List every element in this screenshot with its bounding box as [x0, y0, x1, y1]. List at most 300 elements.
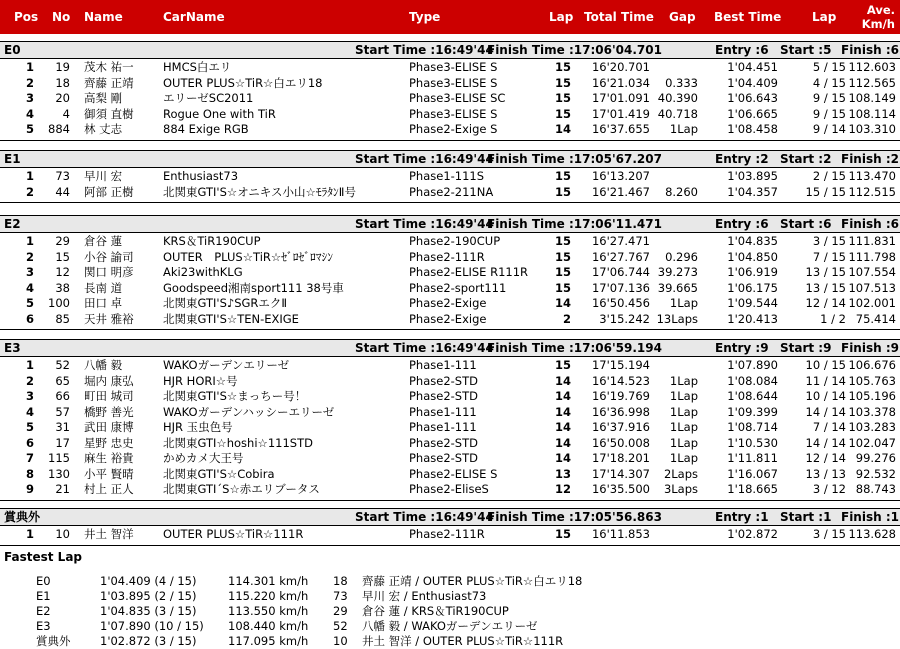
cell-no: 65	[55, 373, 70, 388]
group-finish: Finish Time :17:05'67.207	[487, 152, 662, 166]
cell-best: 1'20.413	[727, 311, 778, 326]
cell-bl: 7 / 14	[812, 420, 846, 434]
cell-name: 早川 宏	[84, 169, 123, 183]
cell-gap: 1Lap	[669, 122, 698, 136]
cell-total: 16'21.467	[591, 184, 650, 199]
group-entry: Entry :6	[715, 217, 769, 231]
col-type: Type	[409, 10, 441, 24]
cell-total: 17'18.201	[591, 451, 650, 465]
table-row	[0, 234, 900, 249]
cell-name: 井土 智洋	[84, 527, 134, 541]
cell-best: 1'06.643	[727, 91, 778, 105]
fastest-time: 1'02.872 (3 / 15)	[100, 634, 197, 648]
cell-bl: 10 / 15	[805, 358, 846, 372]
col-ave-unit: Km/h	[861, 17, 895, 31]
cell-bl: 9 / 15	[812, 106, 846, 121]
table-row	[0, 451, 900, 466]
group-finish: Finish Time :17:06'11.471	[487, 217, 662, 231]
cell-pos: 3	[25, 91, 34, 105]
cell-total: 17'14.307	[591, 466, 650, 481]
cell-name: 茂木 祐一	[84, 60, 134, 74]
cell-type: Phase2-STD	[409, 435, 478, 450]
cell-lap: 14	[554, 373, 571, 388]
group-startc: Start :5	[780, 43, 832, 57]
cell-total: 17'07.136	[591, 280, 650, 295]
group-id: E0	[4, 43, 21, 57]
cell-car: HJR HORI☆号	[163, 373, 238, 388]
cell-ave: 113.628	[848, 527, 896, 541]
group-divider	[0, 329, 900, 330]
cell-gap: 1Lap	[669, 435, 698, 450]
cell-car: Goodspeed湘南sport111 38号車	[163, 280, 344, 295]
cell-total: 16'13.207	[591, 169, 650, 183]
fastest-no: 10	[333, 634, 348, 648]
cell-no: 38	[55, 280, 70, 295]
cell-bl: 12 / 14	[805, 296, 846, 310]
col-name: Name	[84, 10, 123, 24]
cell-bl: 11 / 14	[805, 373, 846, 388]
cell-type: Phase2-111R	[409, 249, 485, 264]
cell-no: 20	[55, 91, 70, 105]
cell-lap: 2	[562, 311, 571, 326]
cell-lap: 14	[554, 389, 571, 403]
cell-pos: 8	[25, 466, 34, 481]
group-finishc: Finish :1	[841, 510, 899, 524]
group-startc: Start :2	[780, 152, 832, 166]
group-start: Start Time :16:49'44	[355, 217, 494, 231]
cell-type: Phase2-STD	[409, 451, 478, 465]
cell-no: 31	[55, 420, 70, 434]
cell-car: 北関東GTI'S☆まっちー号！	[163, 389, 307, 403]
fastest-no: 52	[333, 619, 348, 633]
table-row	[0, 312, 900, 327]
cell-type: Phase3-ELISE S	[409, 60, 498, 74]
group-header	[0, 215, 900, 233]
fastest-who: 井土 智洋 / OUTER PLUS☆TiR☆111R	[362, 634, 564, 648]
cell-car: Enthusiast73	[163, 169, 239, 183]
col-ave-label: Ave.	[866, 3, 895, 17]
cell-name: 倉谷 蓮	[84, 234, 123, 248]
cell-total: 16'37.916	[591, 420, 650, 434]
cell-pos: 1	[25, 358, 34, 372]
col-carname: CarName	[163, 10, 225, 24]
group-finishc: Finish :6	[841, 217, 899, 231]
cell-lap: 15	[554, 358, 571, 372]
cell-car: OUTER PLUS☆TiR☆白エリ18	[163, 75, 323, 90]
cell-lap: 15	[554, 169, 571, 183]
table-row	[0, 527, 900, 542]
cell-car: Rogue One with TiR	[163, 106, 276, 121]
group-header	[0, 41, 900, 59]
cell-gap: 1Lap	[669, 420, 698, 434]
cell-no: 130	[48, 466, 70, 481]
fastest-time: 1'03.895 (2 / 15)	[100, 589, 197, 603]
cell-pos: 9	[25, 482, 34, 496]
cell-bl: 5 / 15	[812, 60, 846, 74]
cell-no: 52	[55, 358, 70, 372]
cell-lap: 14	[554, 404, 571, 419]
group-divider	[0, 140, 900, 141]
group-divider	[0, 202, 900, 203]
cell-name: 田口 卓	[84, 296, 123, 310]
cell-total: 17'15.194	[591, 358, 650, 372]
cell-pos: 2	[25, 75, 34, 90]
cell-type: Phase2-Exige S	[409, 122, 498, 136]
cell-name: 八幡 毅	[84, 358, 123, 372]
cell-pos: 1	[25, 169, 34, 183]
cell-car: 北関東GTI'S☆TEN-EXIGE	[163, 311, 299, 326]
cell-name: 長南 道	[84, 280, 123, 295]
group-id: 賞典外	[4, 510, 41, 524]
cell-best: 1'08.084	[727, 373, 778, 388]
cell-ave: 112.603	[848, 60, 896, 74]
cell-no: 73	[55, 169, 70, 183]
cell-type: Phase1-111	[409, 404, 477, 419]
cell-car: OUTER PLUS☆TiR☆111R	[163, 527, 304, 541]
cell-gap: 40.390	[657, 91, 698, 105]
cell-ave: 107.554	[848, 265, 896, 279]
cell-total: 16'36.998	[591, 404, 650, 419]
fastest-lap-row	[0, 634, 900, 649]
group-finishc: Finish :9	[841, 341, 899, 355]
cell-ave: 75.414	[855, 311, 896, 326]
cell-car: HMCS白エリ	[163, 60, 232, 74]
cell-no: 21	[55, 482, 70, 496]
cell-car: 北関東GTI'S☆Cobira	[163, 466, 275, 481]
fastest-lap-title: Fastest Lap	[4, 550, 82, 564]
group-startc: Start :1	[780, 510, 832, 524]
cell-best: 1'04.835	[727, 234, 778, 248]
table-row	[0, 122, 900, 137]
cell-best: 1'16.067	[727, 466, 778, 481]
cell-ave: 102.001	[848, 296, 896, 310]
col-no: No	[52, 10, 71, 24]
cell-car: エリーゼSC2011	[163, 91, 254, 105]
cell-lap: 14	[554, 420, 571, 434]
cell-best: 1'18.665	[727, 482, 778, 496]
cell-type: Phase1-111S	[409, 169, 485, 183]
col-ave	[852, 3, 895, 37]
cell-no: 66	[55, 389, 70, 403]
table-row	[0, 281, 900, 296]
group-finish: Finish Time :17:06'59.194	[487, 341, 662, 355]
cell-lap: 15	[554, 91, 571, 105]
cell-lap: 13	[554, 466, 571, 481]
cell-pos: 6	[25, 311, 34, 326]
cell-no: 19	[55, 60, 70, 74]
cell-car: WAKOガーデンエリーゼ	[163, 358, 290, 372]
group-finishc: Finish :6	[841, 43, 899, 57]
group-finishc: Finish :2	[841, 152, 899, 166]
col-gap: Gap	[669, 10, 696, 24]
cell-ave: 108.114	[848, 106, 896, 121]
cell-pos: 2	[25, 373, 34, 388]
group-start: Start Time :16:49'44	[355, 152, 494, 166]
group-start: Start Time :16:49'44	[355, 510, 494, 524]
col-lap: Lap	[549, 10, 574, 24]
cell-pos: 1	[25, 527, 34, 541]
fastest-cls: E0	[36, 574, 51, 588]
col-pos: Pos	[14, 10, 39, 24]
fastest-no: 73	[333, 589, 348, 603]
cell-name: 高梨 剛	[84, 91, 123, 105]
cell-total: 16'14.523	[591, 373, 650, 388]
cell-total: 16'27.767	[591, 249, 650, 264]
cell-lap: 15	[554, 60, 571, 74]
cell-best: 1'06.175	[727, 280, 778, 295]
cell-gap: 3Laps	[663, 482, 698, 496]
fastest-time: 1'04.835 (3 / 15)	[100, 604, 197, 618]
cell-total: 17'01.091	[591, 91, 650, 105]
table-row	[0, 358, 900, 373]
cell-bl: 3 / 15	[812, 234, 846, 248]
table-row	[0, 91, 900, 106]
cell-car: 北関東GTI'S☆オニキス小山☆ﾓﾗﾀﾝⅡ号	[163, 184, 356, 199]
cell-type: Phase2-Exige	[409, 311, 487, 326]
cell-gap: 2Laps	[663, 466, 698, 481]
cell-lap: 15	[554, 265, 571, 279]
cell-gap: 39.665	[657, 280, 698, 295]
cell-type: Phase2-ELISE R111R	[409, 265, 529, 279]
fastest-speed: 108.440 km/h	[228, 619, 309, 633]
cell-total: 16'37.655	[591, 122, 650, 136]
cell-bl: 12 / 14	[805, 451, 846, 465]
cell-best: 1'09.544	[727, 296, 778, 310]
cell-gap: 1Lap	[669, 373, 698, 388]
cell-car: WAKOガーデンハッシーエリーゼ	[163, 404, 335, 419]
cell-ave: 112.515	[848, 184, 896, 199]
group-header	[0, 339, 900, 357]
cell-ave: 112.565	[848, 75, 896, 90]
cell-total: 16'50.008	[591, 435, 650, 450]
cell-car: Aki23withKLG	[163, 265, 243, 279]
cell-total: 17'06.744	[591, 265, 650, 279]
col-best-lap: Lap	[812, 10, 837, 24]
cell-bl: 14 / 14	[805, 404, 846, 419]
fastest-time: 1'04.409 (4 / 15)	[100, 574, 197, 588]
table-row	[0, 107, 900, 122]
cell-lap: 15	[554, 249, 571, 264]
table-row	[0, 482, 900, 497]
cell-gap: 1Lap	[669, 296, 698, 310]
cell-bl: 15 / 15	[805, 184, 846, 199]
fastest-cls: 賞典外	[36, 634, 71, 648]
cell-ave: 113.470	[848, 169, 896, 183]
cell-type: Phase1-111	[409, 420, 477, 434]
cell-ave: 111.798	[848, 249, 896, 264]
group-entry: Entry :2	[715, 152, 769, 166]
table-row	[0, 420, 900, 435]
cell-no: 10	[55, 527, 70, 541]
group-start: Start Time :16:49'44	[355, 43, 494, 57]
cell-ave: 107.513	[848, 280, 896, 295]
cell-best: 1'10.530	[727, 435, 778, 450]
fastest-who: 八幡 毅 / WAKOガーデンエリーゼ	[362, 619, 538, 633]
cell-lap: 15	[554, 280, 571, 295]
col-best-time: Best Time	[714, 10, 782, 24]
cell-bl: 2 / 15	[812, 169, 846, 183]
cell-gap: 40.718	[657, 106, 698, 121]
cell-ave: 105.763	[848, 373, 896, 388]
cell-total: 16'50.456	[591, 296, 650, 310]
cell-type: Phase2-EliseS	[409, 482, 489, 496]
fastest-who: 早川 宏 / Enthusiast73	[362, 589, 487, 603]
cell-no: 100	[48, 296, 70, 310]
cell-bl: 10 / 14	[805, 389, 846, 403]
table-row	[0, 60, 900, 75]
cell-type: Phase3-ELISE S	[409, 106, 498, 121]
cell-pos: 3	[25, 389, 34, 403]
cell-best: 1'04.409	[727, 75, 778, 90]
cell-pos: 1	[25, 60, 34, 74]
cell-ave: 106.676	[848, 358, 896, 372]
cell-pos: 4	[25, 106, 34, 121]
cell-ave: 99.276	[855, 451, 896, 465]
group-startc: Start :9	[780, 341, 832, 355]
col-total-time: Total Time	[584, 10, 654, 24]
cell-bl: 13 / 15	[805, 265, 846, 279]
cell-lap: 14	[554, 435, 571, 450]
cell-type: Phase3-ELISE S	[409, 75, 498, 90]
cell-name: 阿部 正樹	[84, 184, 134, 199]
cell-best: 1'08.644	[727, 389, 778, 403]
table-row	[0, 296, 900, 311]
cell-gap: 0.296	[665, 249, 698, 264]
cell-lap: 15	[554, 184, 571, 199]
cell-total: 16'21.034	[591, 75, 650, 90]
group-header	[0, 150, 900, 168]
group-startc: Start :6	[780, 217, 832, 231]
cell-no: 44	[55, 184, 70, 199]
cell-total: 16'35.500	[591, 482, 650, 496]
cell-ave: 108.149	[848, 91, 896, 105]
cell-pos: 3	[25, 265, 34, 279]
cell-car: 北関東GTI'S♪SGRエクⅡ	[163, 296, 288, 310]
cell-bl: 9 / 15	[812, 91, 846, 105]
fastest-no: 18	[333, 574, 348, 588]
cell-type: Phase2-sport111	[409, 280, 507, 295]
fastest-speed: 117.095 km/h	[228, 634, 309, 648]
cell-name: 関口 明彦	[84, 265, 134, 279]
cell-car: OUTER PLUS☆TiR☆ｾﾞﾛｾﾞﾛﾏｼﾝ	[163, 249, 333, 264]
cell-no: 85	[55, 311, 70, 326]
cell-no: 18	[55, 75, 70, 90]
cell-total: 16'11.853	[591, 527, 650, 541]
cell-ave: 103.378	[848, 404, 896, 419]
cell-gap: 0.333	[665, 75, 698, 90]
cell-gap: 39.273	[657, 265, 698, 279]
cell-type: Phase2-111R	[409, 527, 485, 541]
table-row	[0, 76, 900, 91]
cell-gap: 1Lap	[669, 451, 698, 465]
cell-best: 1'08.714	[727, 420, 778, 434]
cell-name: 天井 雅裕	[84, 311, 134, 326]
fastest-who: 齊藤 正靖 / OUTER PLUS☆TiR☆白エリ18	[362, 574, 583, 588]
cell-best: 1'04.451	[727, 60, 778, 74]
cell-gap: 1Lap	[669, 389, 698, 403]
group-entry: Entry :6	[715, 43, 769, 57]
cell-name: 堀内 康弘	[84, 373, 134, 388]
group-entry: Entry :9	[715, 341, 769, 355]
cell-lap: 15	[554, 75, 571, 90]
cell-gap: 1Lap	[669, 404, 698, 419]
cell-bl: 9 / 14	[812, 122, 846, 136]
group-divider	[0, 545, 900, 546]
fastest-no: 29	[333, 604, 348, 618]
cell-name: 小平 賢晴	[84, 466, 134, 481]
table-row	[0, 185, 900, 200]
cell-no: 29	[55, 234, 70, 248]
fastest-lap-row	[0, 589, 900, 604]
fastest-who: 倉谷 蓮 / KRS＆TiR190CUP	[362, 604, 509, 618]
group-divider	[0, 500, 900, 501]
fastest-lap-row	[0, 619, 900, 634]
cell-bl: 13 / 13	[805, 466, 846, 481]
cell-no: 15	[55, 249, 70, 264]
cell-name: 小谷 諭司	[84, 249, 134, 264]
cell-bl: 4 / 15	[812, 75, 846, 90]
cell-pos: 4	[25, 404, 34, 419]
cell-lap: 14	[554, 296, 571, 310]
cell-car: HJR 玉虫色号	[163, 420, 233, 434]
cell-car: 北関東GTI´S☆赤エリブータス	[163, 482, 320, 496]
results-header	[0, 0, 900, 34]
cell-pos: 1	[25, 234, 34, 248]
fastest-lap-row	[0, 574, 900, 589]
cell-type: Phase2-ELISE S	[409, 466, 498, 481]
cell-car: 北関東GTI☆hoshi☆111STD	[163, 435, 313, 450]
cell-name: 齊藤 正靖	[84, 75, 134, 90]
cell-lap: 15	[554, 106, 571, 121]
cell-lap: 14	[554, 451, 571, 465]
cell-best: 1'08.458	[727, 122, 778, 136]
cell-pos: 5	[25, 122, 34, 136]
fastest-speed: 115.220 km/h	[228, 589, 309, 603]
group-id: E2	[4, 217, 21, 231]
fastest-cls: E3	[36, 619, 51, 633]
cell-bl: 14 / 14	[805, 435, 846, 450]
cell-car: 884 Exige RGB	[163, 122, 249, 136]
cell-type: Phase2-STD	[409, 373, 478, 388]
table-row	[0, 265, 900, 280]
cell-pos: 7	[25, 451, 34, 465]
cell-no: 884	[48, 122, 70, 136]
table-row	[0, 467, 900, 482]
cell-no: 115	[48, 451, 70, 465]
cell-no: 12	[55, 265, 70, 279]
cell-ave: 103.283	[848, 420, 896, 434]
fastest-cls: E2	[36, 604, 51, 618]
cell-total: 17'01.419	[591, 106, 650, 121]
cell-type: Phase3-ELISE SC	[409, 91, 506, 105]
cell-bl: 3 / 15	[812, 527, 846, 541]
cell-best: 1'04.357	[727, 184, 778, 199]
cell-name: 町田 城司	[84, 389, 134, 403]
cell-type: Phase2-211NA	[409, 184, 494, 199]
fastest-time: 1'07.890 (10 / 15)	[100, 619, 204, 633]
fastest-cls: E1	[36, 589, 51, 603]
fastest-speed: 113.550 km/h	[228, 604, 309, 618]
cell-name: 村上 正人	[84, 482, 134, 496]
cell-total: 16'19.769	[591, 389, 650, 403]
cell-car: KRS＆TiR190CUP	[163, 234, 261, 248]
cell-type: Phase2-Exige	[409, 296, 487, 310]
cell-pos: 5	[25, 420, 34, 434]
cell-lap: 15	[554, 527, 571, 541]
cell-name: 林 丈志	[84, 122, 123, 136]
group-entry: Entry :1	[715, 510, 769, 524]
cell-gap: 13Laps	[656, 311, 698, 326]
